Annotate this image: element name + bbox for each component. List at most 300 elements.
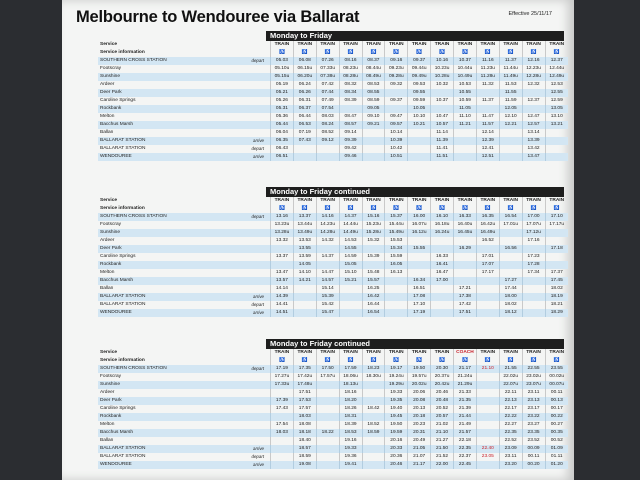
station-name: Caroline Springs	[100, 254, 136, 259]
departure-time: 15.14	[316, 285, 339, 293]
departure-time: 17.27	[499, 277, 522, 285]
departure-time	[454, 269, 477, 277]
station-name: Sunshine	[98, 381, 216, 389]
departure-time	[499, 137, 522, 145]
departure-time: 11.14	[431, 129, 454, 137]
stop-direction: depart	[216, 213, 271, 221]
departure-time: 14.32	[316, 237, 339, 245]
departure-time: 16.29	[454, 245, 477, 253]
departure-time	[522, 301, 545, 309]
station-row	[98, 145, 568, 153]
departure-time: 16.44	[362, 301, 385, 309]
departure-time: 13.49u	[293, 229, 316, 237]
service-type: TRAIN	[271, 41, 294, 49]
stop-direction: arrive	[216, 137, 271, 145]
accessible-icon: ♿	[545, 357, 568, 365]
departure-time: 09.44u	[408, 65, 431, 73]
departure-time	[431, 285, 454, 293]
departure-time: 08.47	[339, 113, 362, 121]
departure-time: 06.31	[293, 97, 316, 105]
departure-time: 13.14	[522, 129, 545, 137]
station-row	[98, 81, 568, 89]
stop-direction	[216, 381, 271, 389]
departure-time: 09.23u	[385, 65, 408, 73]
departure-time	[316, 261, 339, 269]
departure-time: 11.41	[431, 145, 454, 153]
departure-time: 09.32	[385, 81, 408, 89]
service-type: TRAIN	[499, 349, 522, 357]
departure-time	[454, 153, 477, 161]
station-name: Ardeer	[100, 390, 115, 395]
departure-time: 18.26	[339, 405, 362, 413]
departure-time	[545, 229, 568, 237]
departure-time: 11.28u	[476, 73, 499, 81]
departure-time	[316, 421, 339, 429]
departure-time: 16.54	[499, 213, 522, 221]
station-row	[98, 153, 568, 161]
departure-time	[476, 381, 499, 389]
departure-time	[385, 89, 408, 97]
station-name: Melton	[100, 422, 115, 427]
stop-direction	[216, 105, 271, 113]
departure-time: 22.52	[499, 437, 522, 445]
blank-cell	[216, 49, 271, 57]
departure-time: 15.32	[362, 237, 385, 245]
departure-time	[476, 309, 499, 317]
service-type: TRAIN	[362, 197, 385, 205]
station-row	[98, 65, 568, 73]
departure-time: 12.21	[499, 121, 522, 129]
station-row	[98, 73, 568, 81]
departure-time: 15.49u	[385, 229, 408, 237]
departure-time: 00.09	[522, 445, 545, 453]
service-info-row	[98, 357, 568, 365]
departure-time	[476, 293, 499, 301]
departure-time	[293, 145, 316, 153]
accessible-icon: ♿	[454, 357, 477, 365]
departure-time: 19.59	[385, 429, 408, 437]
service-type: TRAIN	[522, 41, 545, 49]
departure-time: 18.19	[545, 293, 568, 301]
departure-time: 15.37	[385, 213, 408, 221]
departure-time: 09.55	[408, 89, 431, 97]
station-name: Deer Park	[98, 397, 216, 405]
departure-time: 08.16	[339, 57, 362, 65]
departure-time	[385, 105, 408, 113]
station-row	[98, 373, 568, 381]
departure-time	[316, 445, 339, 453]
departure-time: 11.51	[431, 153, 454, 161]
accessible-icon: ♿	[316, 357, 339, 365]
departure-time	[316, 453, 339, 461]
departure-time: 14.53	[339, 237, 362, 245]
departure-time: 19.45	[385, 413, 408, 421]
departure-time: 06.24	[293, 81, 316, 89]
departure-time: 15.57	[362, 277, 385, 285]
departure-time: 09.14	[339, 129, 362, 137]
departure-time: 10.37	[454, 57, 477, 65]
departure-time	[522, 285, 545, 293]
departure-time	[476, 397, 499, 405]
departure-time: 17.37	[545, 269, 568, 277]
departure-time	[293, 301, 316, 309]
departure-time: 12.05	[499, 105, 522, 113]
blank-cell	[216, 349, 271, 357]
timetable-section-1	[98, 31, 568, 161]
departure-time: 13.28u	[271, 229, 294, 237]
departure-time	[545, 153, 568, 161]
station-row	[98, 397, 568, 405]
departure-time: 19.17	[385, 365, 408, 373]
departure-time: 16.56	[499, 245, 522, 253]
departure-time: 00.20	[522, 461, 545, 469]
service-type: TRAIN	[385, 197, 408, 205]
departure-time: 13.05	[545, 105, 568, 113]
departure-time	[362, 413, 385, 421]
departure-time	[545, 129, 568, 137]
service-type: TRAIN	[362, 349, 385, 357]
accessible-icon: ♿	[545, 205, 568, 213]
departure-time: 18.52	[362, 421, 385, 429]
service-type: TRAIN	[408, 41, 431, 49]
section-heading: Monday to Friday	[266, 31, 564, 41]
stop-direction: depart	[216, 57, 271, 65]
departure-time: 18.08	[293, 421, 316, 429]
departure-time: 06.04	[271, 129, 294, 137]
departure-time: 16.33	[431, 253, 454, 261]
departure-time	[476, 89, 499, 97]
departure-time: 19.40	[385, 405, 408, 413]
station-row	[98, 389, 568, 397]
departure-time: 14.05	[293, 261, 316, 269]
departure-time: 17.33u	[271, 381, 294, 389]
departure-time: 21.10	[476, 365, 499, 373]
stop-direction	[216, 429, 271, 437]
station-name: Footscray	[100, 374, 122, 379]
departure-time: 08.23u	[339, 65, 362, 73]
departure-time: 21.50	[431, 445, 454, 453]
station-row	[98, 277, 568, 285]
stop-direction	[216, 277, 271, 285]
departure-time: 15.53	[385, 237, 408, 245]
station-row	[98, 137, 568, 145]
departure-time: 17.35	[293, 365, 316, 373]
departure-time: 10.37	[431, 97, 454, 105]
departure-time: 09.49u	[408, 73, 431, 81]
departure-time: 07.19	[293, 129, 316, 137]
departure-time: 10.28u	[431, 73, 454, 81]
departure-time: 20.06	[408, 389, 431, 397]
departure-time	[293, 293, 316, 301]
departure-time: 17.48u	[293, 381, 316, 389]
departure-time: 01.11	[545, 453, 568, 461]
departure-time	[454, 261, 477, 269]
departure-time: 07.26	[316, 57, 339, 65]
departure-time: 09.21	[362, 121, 385, 129]
departure-time: 00.11	[522, 453, 545, 461]
departure-time: 17.57u	[316, 373, 339, 381]
departure-time: 14.44u	[339, 221, 362, 229]
service-info-row	[98, 49, 568, 57]
departure-time: 16.40u	[454, 221, 477, 229]
station-name: Bacchus Marsh	[98, 277, 216, 285]
accessible-icon: ♿	[293, 357, 316, 365]
departure-time: 12.59	[545, 97, 568, 105]
station-name: SOUTHERN CROSS STATION	[98, 57, 216, 65]
stop-direction	[216, 97, 271, 105]
station-row	[98, 461, 568, 469]
departure-time: 13.55	[293, 245, 316, 253]
station-name: WENDOUREE	[98, 461, 216, 469]
departure-time: 21.10	[431, 429, 454, 437]
departure-time: 22.11	[499, 389, 522, 397]
service-type: TRAIN	[339, 349, 362, 357]
departure-time: 12.14	[476, 129, 499, 137]
station-name: Melton	[100, 270, 115, 275]
service-type: TRAIN	[522, 349, 545, 357]
departure-time	[408, 237, 431, 245]
departure-time: 13.53	[293, 237, 316, 245]
timetable-section-2	[98, 187, 568, 317]
departure-time: 11.57	[476, 121, 499, 129]
page-title: Melbourne to Wendouree via Ballarat	[76, 8, 360, 26]
accessible-icon: ♿	[339, 205, 362, 213]
departure-time	[362, 153, 385, 161]
departure-time: 10.14	[385, 129, 408, 137]
station-row	[98, 301, 568, 309]
departure-time: 08.53	[362, 81, 385, 89]
departure-time: 06.35	[271, 137, 294, 145]
departure-time: 12.51	[476, 153, 499, 161]
departure-time: 22.17	[499, 405, 522, 413]
departure-time: 11.10	[454, 113, 477, 121]
station-row	[98, 221, 568, 229]
departure-time: 20.23	[408, 421, 431, 429]
station-row	[98, 381, 568, 389]
departure-time	[476, 245, 499, 253]
departure-time: 23.07u	[522, 381, 545, 389]
departure-time: 16.54	[362, 309, 385, 317]
departure-time: 19.50	[408, 365, 431, 373]
departure-time: 13.39	[522, 137, 545, 145]
station-name: Deer Park	[98, 89, 216, 97]
departure-time: 15.16	[362, 213, 385, 221]
departure-time: 19.36	[339, 453, 362, 461]
departure-time: 00.52	[545, 437, 568, 445]
accessible-icon: ♿	[385, 49, 408, 57]
station-row	[98, 121, 568, 129]
departure-time	[362, 397, 385, 405]
stop-direction: arrive	[216, 309, 271, 317]
departure-time: 16.42u	[476, 221, 499, 229]
departure-time: 06.26	[293, 89, 316, 97]
departure-time: 18.29	[545, 309, 568, 317]
service-type: TRAIN	[271, 197, 294, 205]
service-type: TRAIN	[522, 197, 545, 205]
departure-time	[362, 389, 385, 397]
departure-time: 00.17	[545, 405, 568, 413]
departure-time: 18.00	[499, 293, 522, 301]
service-info-label: Service information	[100, 206, 145, 211]
departure-time: 00.07u	[545, 381, 568, 389]
stop-direction	[216, 373, 271, 381]
departure-time: 17.59	[339, 365, 362, 373]
departure-time	[271, 453, 294, 461]
departure-time: 16.18u	[431, 221, 454, 229]
departure-time: 08.24	[316, 121, 339, 129]
blank-cell	[216, 197, 271, 205]
stop-direction	[216, 229, 271, 237]
service-info-row	[98, 205, 568, 213]
departure-time	[339, 301, 362, 309]
accessible-icon: ♿	[408, 49, 431, 57]
departure-time: 15.47	[316, 309, 339, 317]
accessible-icon: ♿	[522, 49, 545, 57]
accessible-icon: ♿	[431, 357, 454, 365]
service-type: TRAIN	[293, 41, 316, 49]
departure-time: 17.10	[408, 301, 431, 309]
departure-time: 20.13	[408, 405, 431, 413]
accessible-icon: ♿	[362, 205, 385, 213]
accessible-icon: ♿	[339, 357, 362, 365]
departure-time: 20.49	[408, 437, 431, 445]
stop-direction: depart	[251, 146, 264, 151]
stop-direction	[216, 129, 271, 137]
departure-time: 11.16	[476, 57, 499, 65]
departure-time	[499, 261, 522, 269]
departure-time	[271, 245, 294, 253]
departure-time: 09.05	[362, 105, 385, 113]
departure-time	[339, 293, 362, 301]
departure-time	[431, 301, 454, 309]
departure-time: 18.03	[293, 413, 316, 421]
departure-time: 14.23u	[316, 221, 339, 229]
departure-time: 21.39	[454, 405, 477, 413]
station-row	[98, 453, 568, 461]
service-info-label: Service information	[100, 50, 145, 55]
accessible-icon: ♿	[499, 357, 522, 365]
departure-time: 07.38u	[316, 73, 339, 81]
departure-time: 22.02u	[499, 373, 522, 381]
departure-time: 16.49u	[476, 229, 499, 237]
departure-time: 21.35	[454, 397, 477, 405]
accessible-icon: ♿	[499, 49, 522, 57]
departure-time: 13.57	[271, 277, 294, 285]
accessible-icon: ♿	[454, 49, 477, 57]
departure-time: 19.24u	[385, 373, 408, 381]
departure-time	[476, 277, 499, 285]
departure-time: 14.39	[271, 293, 294, 301]
station-row	[98, 97, 568, 105]
departure-time	[385, 301, 408, 309]
departure-time: 19.33	[385, 389, 408, 397]
departure-time: 16.41	[431, 261, 454, 269]
departure-time: 22.22	[499, 413, 522, 421]
station-row	[98, 261, 568, 269]
departure-time	[522, 293, 545, 301]
station-row	[98, 253, 568, 261]
departure-time: 07.44	[316, 89, 339, 97]
stop-direction	[216, 245, 271, 253]
departure-time: 23.17	[522, 405, 545, 413]
stop-direction	[216, 285, 271, 293]
departure-time	[293, 153, 316, 161]
departure-time: 08.34	[339, 89, 362, 97]
station-row	[98, 113, 568, 121]
departure-time: 09.10	[362, 113, 385, 121]
departure-time: 12.44u	[545, 65, 568, 73]
station-name: Bacchus Marsh	[98, 121, 216, 129]
accessible-icon: ♿	[476, 357, 499, 365]
departure-time: 13.23u	[271, 221, 294, 229]
departure-time: 09.16	[385, 57, 408, 65]
blank-cell	[216, 205, 271, 213]
service-type: TRAIN	[545, 197, 568, 205]
departure-time: 22.07u	[499, 381, 522, 389]
departure-time: 10.55	[454, 89, 477, 97]
departure-time: 18.20	[339, 397, 362, 405]
departure-time: 16.12u	[408, 229, 431, 237]
station-row	[98, 309, 568, 317]
departure-time: 13.47	[271, 269, 294, 277]
station-row	[98, 293, 568, 301]
departure-time: 20.52	[431, 405, 454, 413]
departure-time: 11.05	[454, 105, 477, 113]
departure-time	[316, 381, 339, 389]
departure-time: 17.18	[545, 245, 568, 253]
departure-time: 20.42u	[431, 381, 454, 389]
departure-time: 05.03	[271, 57, 294, 65]
departure-time: 17.00	[522, 213, 545, 221]
service-type: TRAIN	[293, 349, 316, 357]
departure-time: 21.07	[408, 453, 431, 461]
departure-time: 14.37	[339, 213, 362, 221]
station-row	[98, 213, 568, 221]
station-name: Rockbank	[98, 261, 216, 269]
departure-time	[316, 153, 339, 161]
departure-time: 09.53	[408, 81, 431, 89]
departure-time: 06.51	[271, 153, 294, 161]
departure-time	[476, 429, 499, 437]
departure-time	[476, 389, 499, 397]
departure-time: 15.59	[385, 253, 408, 261]
departure-time: 23.13	[522, 397, 545, 405]
departure-time	[522, 277, 545, 285]
departure-time: 13.59	[293, 253, 316, 261]
departure-time: 06.53	[293, 121, 316, 129]
departure-time: 17.01u	[499, 221, 522, 229]
station-row	[98, 89, 568, 97]
station-row	[98, 269, 568, 277]
station-name: BALLARAT STATION	[98, 137, 216, 145]
departure-time: 08.55	[362, 89, 385, 97]
departure-time	[385, 293, 408, 301]
departure-time: 18.16	[339, 389, 362, 397]
departure-time: 20.48	[431, 397, 454, 405]
stop-direction	[216, 413, 271, 421]
departure-time: 16.00	[408, 213, 431, 221]
service-type: TRAIN	[476, 349, 499, 357]
departure-time: 15.23u	[362, 221, 385, 229]
stop-direction	[216, 113, 271, 121]
departure-time: 21.33	[454, 389, 477, 397]
station-row	[98, 429, 568, 437]
departure-time: 05.21	[271, 89, 294, 97]
service-type: TRAIN	[339, 197, 362, 205]
departure-time: 16.25	[362, 285, 385, 293]
departure-time	[362, 437, 385, 445]
departure-time: 16.24u	[431, 229, 454, 237]
